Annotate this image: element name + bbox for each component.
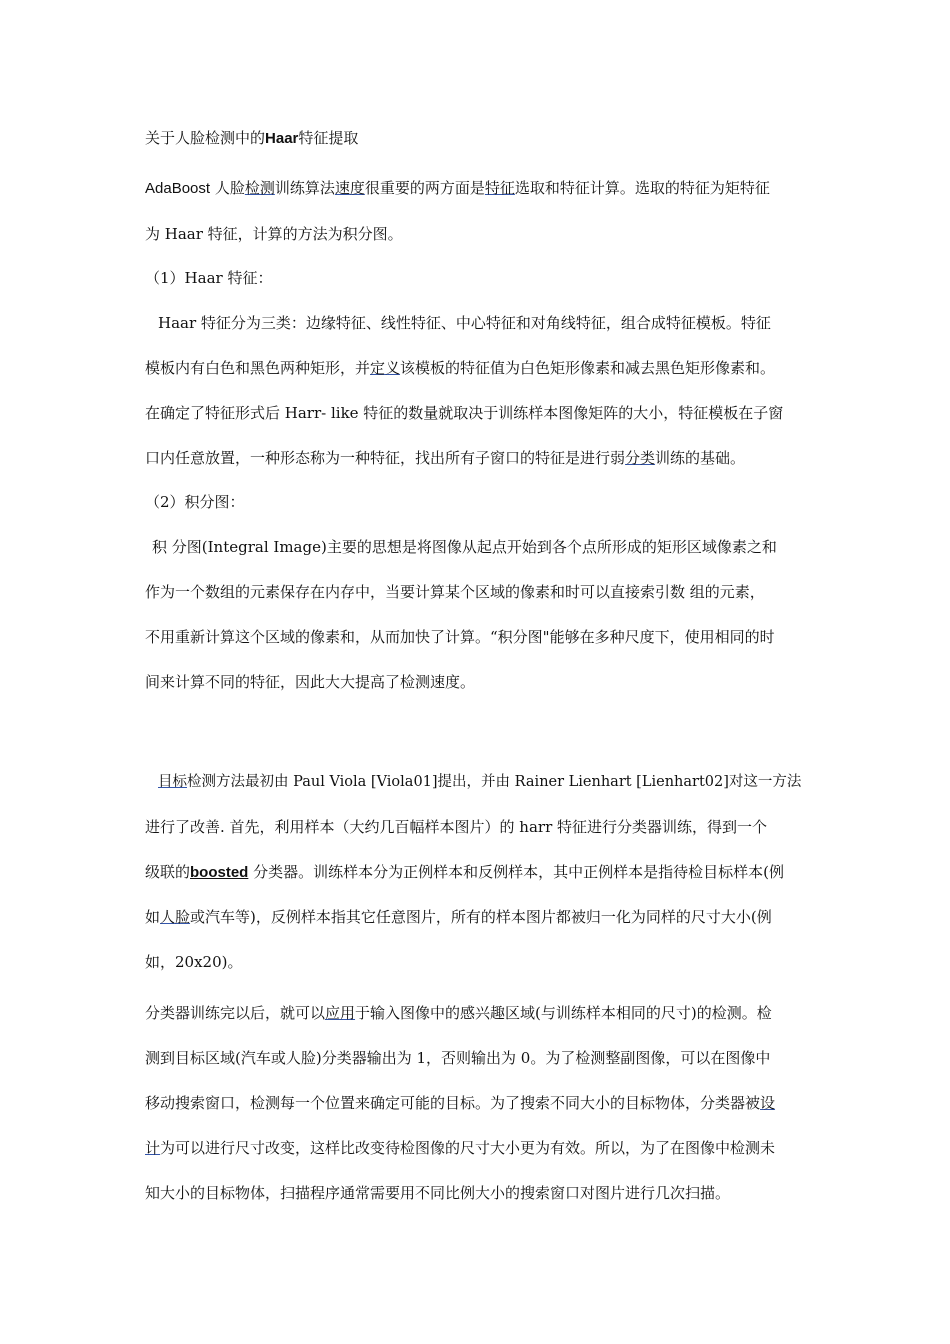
paragraph-4-line-2: 进行了改善. 首先，利用样本（大约几百幅样本图片）的 harr 特征进行分类器训练，得到一个 (145, 818, 768, 836)
link-fenlei[interactable]: 分类 (625, 449, 656, 467)
link-ji[interactable]: 计 (145, 1139, 161, 1157)
link-she[interactable]: 设 (760, 1094, 776, 1112)
paragraph-1-line-1: AdaBoost 人脸检测训练算法速度很重要的两方面是特征选取和特征计算。选取的特征为矩特征 (145, 179, 770, 197)
paragraph-4-line-3: 级联的boosted 分类器。训练样本分为正例样本和反例样本，其中正例样本是指待检目标样本(例 (145, 863, 784, 881)
link-tezheng[interactable]: 特征 (484, 179, 515, 197)
heading-haar-features: （1）Haar 特征： (145, 269, 273, 287)
paragraph-2-line-1: Haar 特征分为三类：边缘特征、线性特征、中心特征和对角线特征，组合成特征模板。特征 (158, 314, 771, 332)
paragraph-2-line-3: 在确定了特征形式后 Harr- like 特征的数量就取决于训练样本图像矩阵的大小，特征模板在子窗 (145, 404, 784, 422)
paragraph-3-line-2: 作为一个数组的元素保存在内存中，当要计算某个区域的像素和时可以直接索引数 组的元素， (145, 583, 765, 601)
heading-integral-image: （2）积分图： (145, 493, 245, 511)
link-jiance[interactable]: 检测 (244, 179, 275, 197)
paragraph-5-line-1: 分类器训练完以后，就可以应用于输入图像中的感兴趣区域(与训练样本相同的尺寸)的检测。检 (145, 1004, 772, 1022)
paragraph-4-line-5: 如，20x20)。 (145, 953, 243, 971)
paragraph-5-line-5: 知大小的目标物体，扫描程序通常需要用不同比例大小的搜索窗口对图片进行几次扫描。 (145, 1184, 731, 1202)
link-boosted[interactable]: boosted (190, 864, 249, 881)
paragraph-1-line-2: 为 Haar 特征，计算的方法为积分图。 (145, 225, 403, 243)
paragraph-5-line-4: 计为可以进行尺寸改变，这样比改变待检图像的尺寸大小更为有效。所以，为了在图像中检测未 (145, 1139, 776, 1157)
paragraph-2-line-2: 模板内有白色和黑色两种矩形，并定义该模板的特征值为白色矩形像素和减去黑色矩形像素和。 (145, 359, 776, 377)
paragraph-4-line-1: 目标检测方法最初由 Paul Viola [Viola01]提出，并由 Rainer Lienhart [Lienhart02]对这一方法 (158, 774, 802, 790)
link-mubiao[interactable]: 目标 (158, 774, 187, 790)
paragraph-5-line-3: 移动搜索窗口，检测每一个位置来确定可能的目标。为了搜索不同大小的目标物体，分类器被设 (145, 1094, 776, 1112)
paragraph-2-line-4: 口内任意放置，一种形态称为一种特征，找出所有子窗口的特征是进行弱分类训练的基础。 (145, 449, 746, 467)
link-renlian[interactable]: 人脸 (160, 908, 191, 926)
paragraph-3-line-1: 积 分图(Integral Image)主要的思想是将图像从起点开始到各个点所形成的矩形区域像素之和 (152, 538, 777, 556)
paragraph-3-line-4: 间来计算不同的特征，因此大大提高了检测速度。 (145, 673, 476, 691)
link-yingyong[interactable]: 应用 (325, 1004, 356, 1022)
document-title: 关于人脸检测中的Haar特征提取 (145, 129, 359, 147)
paragraph-5-line-2: 测到目标区域(汽车或人脸)分类器输出为 1，否则输出为 0。为了检测整副图像，可以在图像中 (145, 1049, 771, 1067)
link-dingyi[interactable]: 定义 (370, 359, 401, 377)
link-sudu[interactable]: 速度 (334, 179, 365, 197)
paragraph-4-line-4: 如人脸或汽车等)，反例样本指其它任意图片，所有的样本图片都被归一化为同样的尺寸大小(例 (145, 908, 772, 926)
paragraph-3-line-3: 不用重新计算这个区域的像素和，从而加快了计算。“积分图"能够在多种尺度下，使用相同的时 (145, 628, 775, 646)
